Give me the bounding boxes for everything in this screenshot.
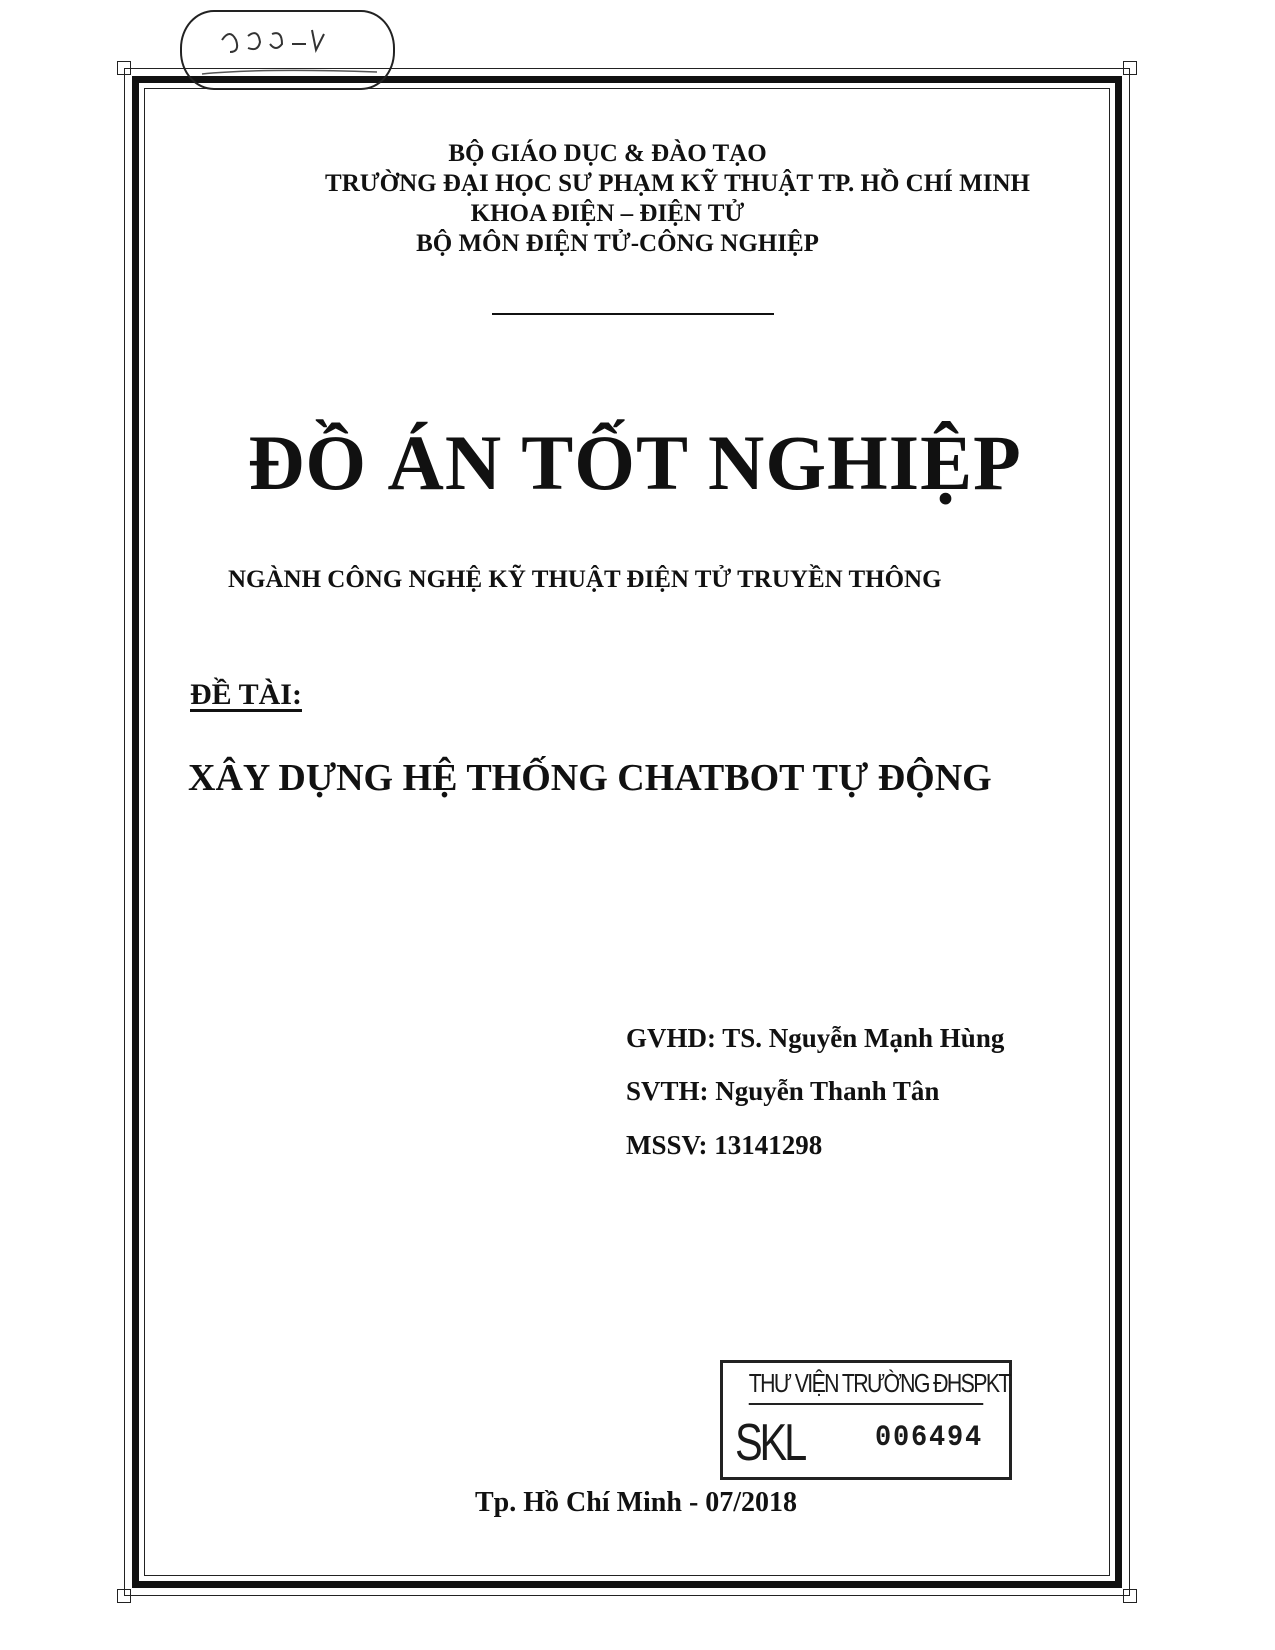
border-corner-top-left [117, 61, 131, 75]
border-corner-top-right [1123, 61, 1137, 75]
handwritten-archive-tag [180, 10, 395, 90]
topic-title: XÂY DỰNG HỆ THỐNG CHATBOT TỰ ĐỘNG [188, 757, 992, 799]
stamp-number: 006494 [875, 1421, 984, 1455]
border-corner-bottom-left [117, 1589, 131, 1603]
page-title: ĐỒ ÁN TỐT NGHIỆP [248, 419, 1022, 506]
student-id-line: MSSV: 13141298 [626, 1130, 823, 1160]
faculty-heading: KHOA ĐIỆN – ĐIỆN TỬ [470, 200, 745, 227]
major-heading: NGÀNH CÔNG NGHỆ KỸ THUẬT ĐIỆN TỬ TRUYỀN THÔNG [228, 566, 942, 593]
advisor-line: GVHD: TS. Nguyễn Mạnh Hùng [626, 1023, 1005, 1053]
topic-label: ĐỀ TÀI: [190, 678, 302, 711]
department-heading: BỘ MÔN ĐIỆN TỬ-CÔNG NGHIỆP [416, 230, 819, 257]
university-heading: TRƯỜNG ĐẠI HỌC SƯ PHẠM KỸ THUẬT TP. HỒ CHÍ MINH [325, 170, 1030, 197]
stamp-prefix: SKL [735, 1414, 805, 1472]
ministry-heading: BỘ GIÁO DỤC & ĐÀO TẠO [448, 140, 767, 167]
stamp-library-name: THƯ VIỆN TRƯỜNG ĐHSPKT [749, 1363, 984, 1405]
border-corner-bottom-right [1123, 1589, 1137, 1603]
handwriting-scribble [182, 12, 397, 92]
library-stamp [720, 1360, 1012, 1480]
page-border-inner [144, 88, 1110, 1576]
place-date: Tp. Hồ Chí Minh - 07/2018 [475, 1487, 798, 1518]
header-divider [492, 313, 774, 315]
student-line: SVTH: Nguyễn Thanh Tân [626, 1076, 940, 1106]
